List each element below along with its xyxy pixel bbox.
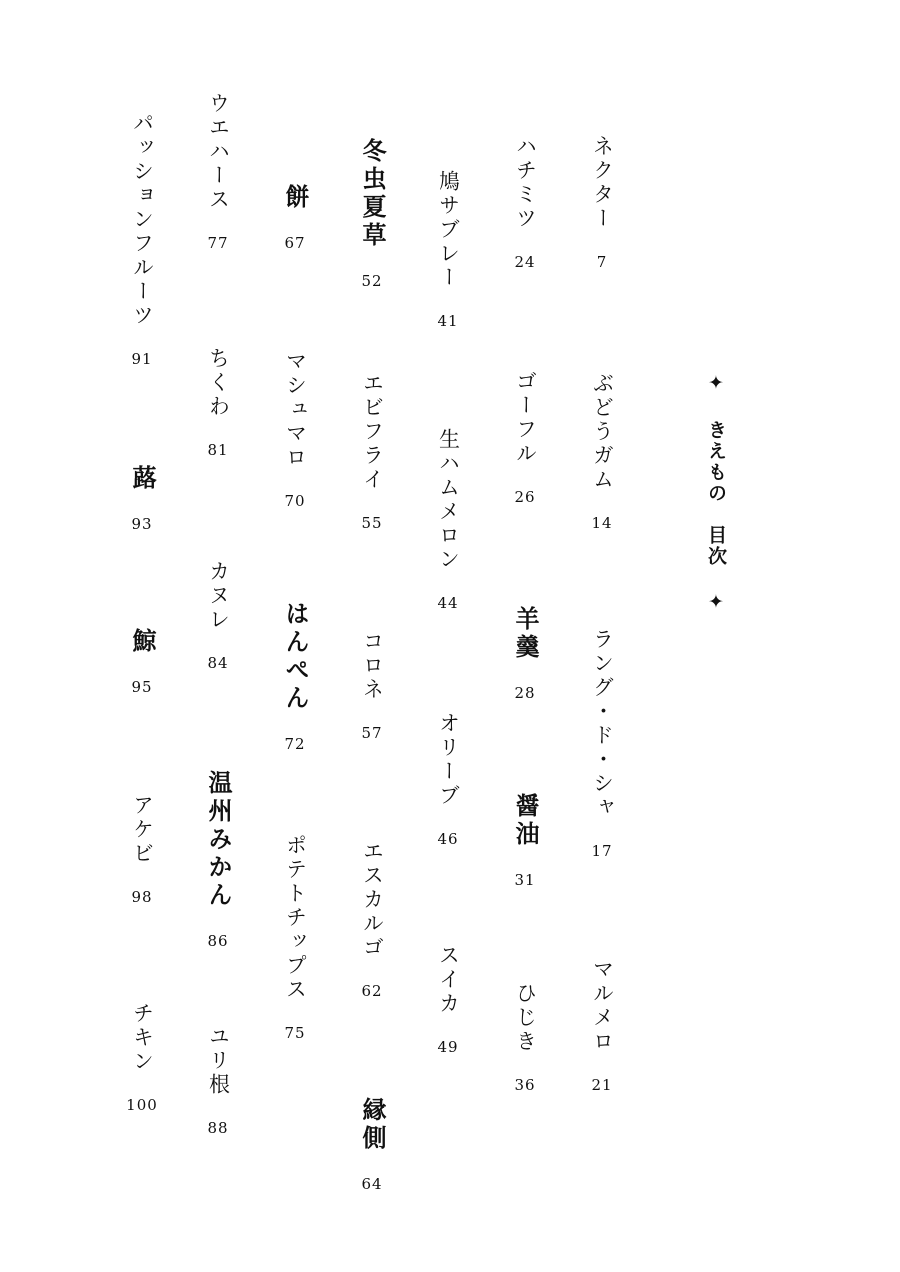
entry-title: ハチミツ (513, 135, 538, 231)
entry-page: 14 (591, 514, 613, 532)
entry-page: 84 (207, 654, 229, 672)
toc-entry[interactable] (582, 372, 622, 532)
entry-title: オリーブ (436, 712, 461, 808)
entry-title: はんぺん (281, 601, 310, 713)
toc-entry[interactable] (198, 92, 238, 252)
entry-page: 67 (284, 234, 306, 252)
entry-page: 93 (131, 515, 153, 533)
entry-title: ぶどうガム (590, 372, 615, 492)
entry-page: 86 (207, 932, 229, 950)
entry-title: 蕗 (128, 465, 157, 493)
entry-page: 95 (131, 678, 153, 696)
entry-title: 鯨 (128, 628, 157, 656)
entry-title: エスカルゴ (360, 840, 385, 960)
entry-title: アケビ (130, 794, 155, 866)
entry-title: マシュマロ (283, 350, 308, 470)
entry-page: 100 (126, 1096, 158, 1114)
toc-entry[interactable] (275, 350, 315, 510)
entry-page: 44 (437, 594, 459, 612)
entry-title: スイカ (436, 944, 461, 1016)
entry-page: 28 (514, 684, 536, 702)
entry-title: ウエハース (206, 92, 231, 212)
toc-title: ✦ きえもの 目次 ✦ (705, 372, 727, 615)
toc-entry[interactable] (122, 1002, 162, 1114)
toc-entry[interactable] (352, 1097, 392, 1193)
entry-title: コロネ (360, 630, 385, 702)
entry-page: 98 (131, 888, 153, 906)
entry-page: 57 (361, 724, 383, 742)
entry-page: 88 (207, 1119, 229, 1137)
toc-entry[interactable] (122, 465, 162, 533)
toc-entry[interactable] (198, 770, 238, 950)
toc-entry[interactable] (122, 112, 162, 368)
entry-title: カヌレ (206, 560, 231, 632)
entry-title: ちくわ (206, 347, 231, 419)
toc-entry[interactable] (428, 712, 468, 848)
entry-page: 55 (361, 514, 383, 532)
toc-entry[interactable] (352, 630, 392, 742)
toc-entry[interactable] (275, 834, 315, 1042)
entry-page: 75 (284, 1024, 306, 1042)
entry-page: 41 (437, 312, 459, 330)
entry-title: ラング・ド・シャ (590, 628, 615, 820)
entry-title: ユリ根 (206, 1025, 231, 1097)
entry-page: 17 (591, 842, 613, 860)
entry-title: 生ハムメロン (436, 428, 461, 572)
entry-title: エビフライ (360, 372, 385, 492)
entry-page: 70 (284, 492, 306, 510)
entry-page: 62 (361, 982, 383, 1000)
toc-entry[interactable] (582, 135, 622, 271)
toc-entry[interactable] (275, 601, 315, 753)
entry-page: 36 (514, 1076, 536, 1094)
toc-entry[interactable] (505, 135, 545, 271)
toc-entry[interactable] (428, 428, 468, 612)
entry-page: 77 (207, 234, 229, 252)
toc-entry[interactable] (505, 370, 545, 506)
toc-entry[interactable] (352, 372, 392, 532)
entry-title: 羊羹 (511, 606, 540, 662)
entry-title: 温州みかん (204, 770, 233, 910)
toc-entry[interactable] (505, 793, 545, 889)
toc-entry[interactable] (198, 1025, 238, 1137)
toc-entry[interactable] (122, 628, 162, 696)
toc-entry[interactable] (198, 347, 238, 459)
entry-page: 49 (437, 1038, 459, 1056)
entry-title: 鳩サブレー (436, 170, 461, 290)
entry-title: 醤油 (511, 793, 540, 849)
toc-entry[interactable] (505, 982, 545, 1094)
toc-entry[interactable] (352, 138, 392, 290)
toc-entry[interactable] (582, 628, 622, 860)
entry-title: チキン (130, 1002, 155, 1074)
toc-entry[interactable] (582, 958, 622, 1094)
entry-title: ひじき (513, 982, 538, 1054)
entry-page: 7 (596, 253, 608, 271)
entry-page: 46 (437, 830, 459, 848)
entry-page: 52 (361, 272, 383, 290)
toc-entry[interactable] (122, 794, 162, 906)
entry-title: ゴーフル (513, 370, 538, 466)
entry-title: ポテトチップス (283, 834, 308, 1002)
entry-page: 91 (131, 350, 153, 368)
toc-entry[interactable] (275, 184, 315, 252)
entry-title: パッションフルーツ (130, 112, 155, 328)
toc-entry[interactable] (352, 840, 392, 1000)
entry-page: 81 (207, 441, 229, 459)
toc-entry[interactable] (198, 560, 238, 672)
entry-title: マルメロ (590, 958, 615, 1054)
toc-entry[interactable] (428, 170, 468, 330)
entry-title: 縁側 (358, 1097, 387, 1153)
entry-title: 冬虫夏草 (358, 138, 387, 250)
entry-page: 24 (514, 253, 536, 271)
entry-title: 餅 (281, 184, 310, 212)
toc-entry[interactable] (428, 944, 468, 1056)
entry-page: 31 (514, 871, 536, 889)
toc-entry[interactable] (505, 606, 545, 702)
entry-title: ネクター (590, 135, 615, 231)
entry-page: 64 (361, 1175, 383, 1193)
entry-page: 72 (284, 735, 306, 753)
entry-page: 26 (514, 488, 536, 506)
entry-page: 21 (591, 1076, 613, 1094)
